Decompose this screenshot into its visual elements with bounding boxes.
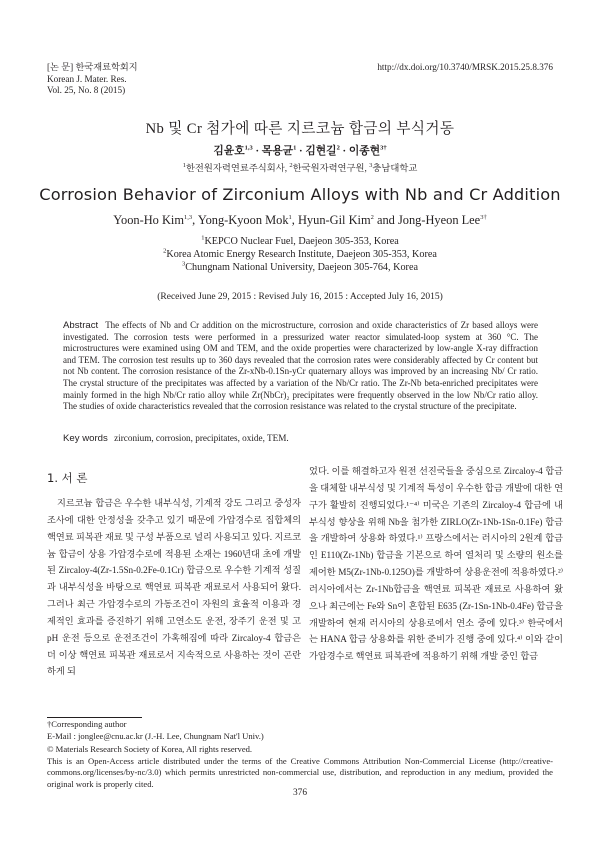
author-sep: · xyxy=(252,145,262,157)
body-paragraph: 었다. 이를 해결하고자 원전 선진국들을 중심으로 Zircaloy-4 합금을 대체할 내부식성 및 기계적 특성이 우수한 합금 개발에 대한 연구가 활발히 진행되었다.¹⁻⁴⁾ 미국은 기존의 Zircaloy-4 합금에 내부식성 향상을 위해 Nb을 첨가한 ZIRLO(Zr-1Nb-1Sn-0.1Fe) 합금을 개발하여 상용화 하였다.¹⁾ 프랑스에서는 러시아의 2원계 합금인 E110(Zr-1Nb) 합금을 기본으로 하여 열처리 및 소량의 원소를 제어한 M5(Zr-1Nb-0.125O)를 개발하여 상용운전에 적용하였다.²⁾ 러시아에서는 Zr-1Nb합금을 핵연료 피복관 재료로 사용하여 왔으나 최근에는 Fe와 Sn이 혼합된 E635 (Zr-1Sn-1Nb-0.4Fe) 합금을 개발하여 현재 러시아의 상용로에서 연소 중에 있다.³⁾ 한국에서는 HANA 합금 상용화를 위한 준비가 진행 중에 있다.⁴⁾ 이와 같이 가압경수로 핵연료 피복관에 적용하기 위해 개발 중인 합금 xyxy=(309,466,563,662)
author-en-2-sup: 1 xyxy=(288,213,292,221)
affil-en-3 xyxy=(0,261,600,274)
author-kr-4-sup: 3† xyxy=(380,144,387,152)
author-kr-2-sup: 1 xyxy=(293,144,297,152)
author-kr-3-sup: 2 xyxy=(336,144,340,152)
affil-kr-1: 한전원자력연료주식회사, xyxy=(185,164,290,174)
author-sep: · xyxy=(339,145,349,157)
keywords-text: zirconium, corrosion, precipitates, oxide, TEM. xyxy=(114,433,289,443)
journal-line-2: Korean J. Mater. Res. xyxy=(47,73,127,84)
author-en-2: Yong-Kyoon Mok xyxy=(197,213,289,227)
affil-kr-3-sup: 3 xyxy=(369,161,373,169)
footnote-copyright xyxy=(47,744,553,790)
affil-en-3-text: Chungnam National University, Daejeon 305-764, Korea xyxy=(185,262,418,273)
doi-link[interactable]: http://dx.doi.org/10.3740/MRSK.2015.25.8.376 xyxy=(377,62,553,72)
abstract-label: Abstract xyxy=(63,320,99,331)
keywords-label: Key words xyxy=(63,433,108,444)
affil-kr-3: 충남대학교 xyxy=(372,164,418,174)
affil-kr-2-sup: 2 xyxy=(289,161,293,169)
section-heading-introduction: 1. 서 론 xyxy=(47,471,88,485)
affil-en-2-sup: 2 xyxy=(163,247,167,255)
title-english: Corrosion Behavior of Zirconium Alloys with Nb and Cr Addition xyxy=(39,185,561,204)
journal-info xyxy=(47,62,138,97)
author-en-4: Jong-Hyeon Lee xyxy=(397,213,481,227)
footnote-divider xyxy=(47,717,142,718)
author-kr-1: 김윤호 xyxy=(213,145,245,157)
body-column-right xyxy=(309,463,563,665)
page-number: 376 xyxy=(292,788,308,798)
corresponding-author: †Corresponding author xyxy=(47,719,127,729)
abstract xyxy=(63,320,538,413)
received-dates: (Received June 29, 2015 : Revised July 16, 2015 : Accepted July 16, 2015) xyxy=(157,292,443,302)
abstract-text: The effects of Nb and Cr addition on the microstructure, corrosion and oxide characteristics of Zr based alloys were investigated. The corrosion tests were performed in a pressurized water reactor simulated-loop system at 360 °C. The microstructures were examined using OM and TEM, and the oxide properties were characterized by low-angle X-ray diffraction and TEM. The corrosion test results up to 360 days revealed that the corrosion rates were considerably affected by Cr content but not Nb content. The corrosion resistance of the Zr-xNb-0.1Sn-yCr quaternary alloys was improved by an increasing Nb/ Cr ratio. The crystal structure of the precipitates was affected by a variation of the Nb/Cr ratio. The Zr-Nb beta-enriched precipitates were mainly formed in the high Nb/Cr ratio alloy while Zr(NbCr)₂ precipitates were frequently observed in the low Nb/Cr ratio alloy. The studies of oxide characteristics revealed that the corrosion resistance was related to the crystal structure of the precipitate. xyxy=(63,320,538,412)
body-column-left xyxy=(47,495,301,680)
affiliations-english xyxy=(0,235,600,274)
author-en-3: Hyun-Gil Kim xyxy=(297,213,371,227)
journal-line-1: [논 문] 한국재료학회지 xyxy=(47,62,138,72)
copyright-notice: © Materials Research Society of Korea, All rights reserved. xyxy=(47,744,253,754)
authors-english xyxy=(0,213,600,228)
author-en-3-sup: 2 xyxy=(370,213,374,221)
affil-en-2 xyxy=(0,248,600,261)
affil-en-1-text: KEPCO Nuclear Fuel, Daejeon 305-353, Korea xyxy=(204,236,399,247)
affil-en-3-sup: 3 xyxy=(182,260,186,268)
author-en-1: Yoon-Ho Kim xyxy=(113,213,184,227)
author-en-1-sup: 1,3 xyxy=(184,213,193,221)
corresponding-email[interactable]: E-Mail : jonglee@cnu.ac.kr (J.-H. Lee, Chungnam Nat'l Univ.) xyxy=(47,730,264,741)
author-sep: · xyxy=(296,145,306,157)
footnote-corresponding xyxy=(47,719,553,742)
journal-line-3: Vol. 25, No. 8 (2015) xyxy=(47,85,126,95)
author-kr-1-sup: 1,3 xyxy=(244,144,253,152)
author-en-4-sup: 3† xyxy=(480,213,487,221)
author-sep: , xyxy=(192,213,198,227)
affil-en-1-sup: 1 xyxy=(201,234,205,242)
keywords xyxy=(63,433,289,444)
author-kr-2: 목용균 xyxy=(261,145,294,157)
affil-kr-2: 한국원자력연구원, xyxy=(292,164,370,174)
affiliations-korean xyxy=(0,160,600,174)
body-paragraph: 지르코늄 합금은 우수한 내부식성, 기계적 강도 그리고 중성자 조사에 대한 안정성을 갖추고 있기 때문에 가압경수로 집합체의 핵연료 피복관 재료 및 구성 부품으로 널리 사용되고 있다. 지르코늄 합금이 상용 가압경수로에 적용된 소재는 1960년대 초에 개발된 Zircaloy-4(Zr-1.5Sn-0.2Fe-0.1Cr) 합금으로 우수한 기계적 성질과 내부식성을 바탕으로 핵연료 피복관 재료로서 사용되어 왔다. 그러나 최근 가압경수로의 가동조건이 자원의 효율적 이용과 경제적인 효과를 증진하기 위해 고연소도 운전, 장주기 운전 및 고 pH 운전 등으로 운전조건이 가혹해짐에 따라 Zircaloy-4 합금은 더 이상 핵연료 피복관 재료로서 지속적으로 사용하는 것이 곤란하게 되 xyxy=(47,498,301,677)
author-kr-3: 김현길 xyxy=(305,145,337,157)
title-korean: Nb 및 Cr 첨가에 따른 지르코늄 합금의 부식거동 xyxy=(145,121,455,137)
author-sep: , xyxy=(291,213,298,227)
affil-en-1 xyxy=(0,235,600,248)
authors-korean xyxy=(0,143,600,158)
author-kr-4: 이종현 xyxy=(348,145,381,157)
license-notice: This is an Open-Access article distributed under the terms of the Creative Commons Attribution Non-Commercial License (http://creative-commons.org/licenses/by-nc/3.0) which permits unrestricted non-commercial use, distribution, and reproduction in any medium, provided the original work is properly cited. xyxy=(47,755,553,789)
author-sep: and xyxy=(373,213,398,227)
affil-en-2-text: Korea Atomic Energy Research Institute, Daejeon 305-353, Korea xyxy=(166,249,437,260)
affil-kr-1-sup: 1 xyxy=(182,161,186,169)
